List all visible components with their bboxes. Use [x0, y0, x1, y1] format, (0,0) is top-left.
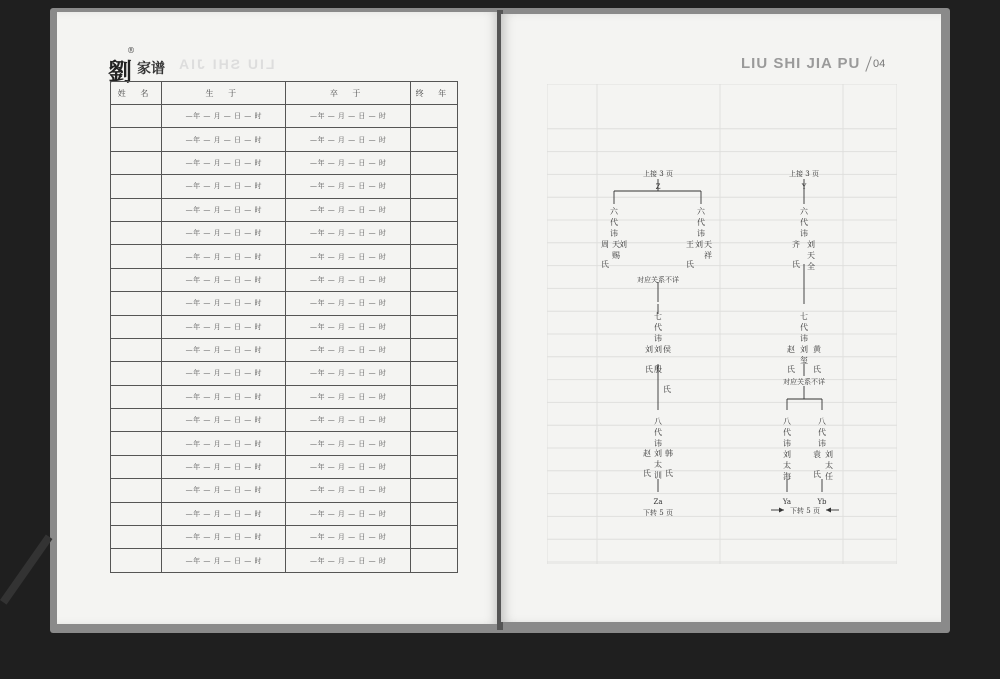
- death-cell: [286, 268, 410, 291]
- svg-text:七: 七: [800, 312, 808, 321]
- name-cell: [111, 315, 162, 338]
- date-template: —年 — 月 — 日 — 时: [309, 299, 387, 308]
- svg-text:刘: 刘: [807, 240, 815, 249]
- svg-text:代: 代: [800, 323, 808, 332]
- table-row: [111, 175, 458, 198]
- age-cell: [410, 479, 457, 502]
- svg-text:氏: 氏: [787, 365, 795, 374]
- date-template: —年 — 月 — 日 — 时: [309, 112, 387, 121]
- svg-text:训: 训: [654, 471, 662, 480]
- birth-cell: [162, 315, 286, 338]
- date-template: —年 — 月 — 日 — 时: [185, 135, 262, 144]
- gen8-left-label-right: [783, 417, 791, 448]
- svg-text:太: 太: [825, 461, 833, 470]
- svg-text:代: 代: [783, 428, 791, 437]
- date-template: —年 — 月 — 日 — 时: [309, 533, 387, 542]
- top-ref-left: 上接 3 页: [643, 170, 673, 178]
- gen6-name-right: [807, 239, 815, 271]
- death-cell: [286, 502, 410, 525]
- date-template: —年 — 月 — 日 — 时: [185, 229, 262, 238]
- registered-mark: ®: [127, 46, 135, 55]
- date-template: —年 — 月 — 日 — 时: [309, 182, 387, 191]
- gen7-left-spouse-b: [654, 364, 662, 374]
- date-template: —年 — 月 — 日 — 时: [185, 463, 262, 472]
- birth-cell: [162, 502, 286, 525]
- svg-text:赵: 赵: [643, 449, 651, 458]
- svg-text:氏: 氏: [813, 470, 821, 479]
- date-template: —年 — 月 — 日 — 时: [309, 229, 387, 238]
- root-z: Z: [655, 183, 661, 191]
- name-cell: [111, 221, 162, 244]
- gen6-left-label: [610, 206, 619, 238]
- svg-text:讳: 讳: [697, 229, 705, 238]
- gen8-left-spouse-a: [643, 448, 651, 478]
- gen6-right-surname: [695, 239, 703, 249]
- svg-text:刘: 刘: [654, 345, 662, 354]
- table-row: [111, 128, 458, 151]
- table-row: [111, 502, 458, 525]
- svg-text:讳: 讳: [800, 334, 808, 343]
- svg-text:殷: 殷: [654, 365, 662, 374]
- svg-text:天: 天: [704, 240, 712, 249]
- death-cell: [286, 338, 410, 361]
- date-template: —年 — 月 — 日 — 时: [185, 205, 262, 214]
- death-cell: [286, 198, 410, 221]
- date-template: —年 — 月 — 日 — 时: [185, 112, 262, 121]
- svg-text:任: 任: [825, 472, 833, 481]
- gen7-label-right: [800, 311, 808, 343]
- svg-text:代: 代: [654, 428, 662, 437]
- name-cell: [111, 292, 162, 315]
- leaf-ya: Ya: [782, 498, 792, 506]
- death-cell: [286, 245, 410, 268]
- svg-text:氏: 氏: [643, 469, 651, 478]
- death-cell: [286, 455, 410, 478]
- left-page: [57, 12, 499, 624]
- death-cell: [286, 549, 410, 572]
- death-cell: [286, 175, 410, 198]
- svg-text:袁: 袁: [813, 450, 821, 459]
- svg-text:天: 天: [612, 240, 620, 249]
- date-template: —年 — 月 — 日 — 时: [185, 299, 262, 308]
- birth-cell: [162, 549, 286, 572]
- brand-title: 家谱: [137, 61, 165, 77]
- date-template: —年 — 月 — 日 — 时: [309, 205, 387, 214]
- birth-cell: [162, 455, 286, 478]
- gen7-left-spouse-a: [663, 345, 671, 394]
- date-template: —年 — 月 — 日 — 时: [309, 486, 387, 495]
- date-template: —年 — 月 — 日 — 时: [309, 556, 387, 565]
- table-row: [111, 151, 458, 174]
- svg-text:齐: 齐: [792, 240, 800, 249]
- age-cell: [410, 409, 457, 432]
- bottom-ref-left: 下转 5 页: [643, 509, 673, 517]
- birth-cell: [162, 362, 286, 385]
- table-row: [111, 549, 458, 572]
- age-cell: [410, 245, 457, 268]
- gen6-left-spouse: [601, 240, 609, 269]
- svg-text:八: 八: [818, 417, 826, 426]
- birth-cell: [162, 151, 286, 174]
- age-cell: [410, 292, 457, 315]
- date-template: —年 — 月 — 日 — 时: [185, 486, 262, 495]
- age-cell: [410, 151, 457, 174]
- svg-text:氏: 氏: [665, 469, 673, 478]
- svg-text:六: 六: [610, 207, 618, 216]
- gen8-right-spouse: [813, 449, 821, 479]
- date-template: —年 — 月 — 日 — 时: [185, 275, 262, 284]
- date-template: —年 — 月 — 日 — 时: [309, 439, 387, 448]
- page-number: 04: [873, 58, 886, 70]
- birth-cell: [162, 338, 286, 361]
- family-tree: [501, 14, 941, 622]
- svg-text:周: 周: [601, 240, 609, 249]
- date-template: —年 — 月 — 日 — 时: [185, 439, 262, 448]
- page-title: LIU SHI JIA PU: [741, 55, 861, 72]
- svg-text:讳: 讳: [654, 439, 662, 448]
- age-cell: [410, 549, 457, 572]
- name-cell: [111, 105, 162, 128]
- death-cell: [286, 479, 410, 502]
- svg-text:氏: 氏: [686, 260, 694, 269]
- gen6-right-label: [697, 206, 706, 238]
- table-row: [111, 198, 458, 221]
- bookmark-ribbon: [0, 534, 52, 604]
- bleed-through-text: LIU SHI JIA: [177, 56, 275, 72]
- table-row: [111, 221, 458, 244]
- age-cell: [410, 526, 457, 549]
- gen7-spouse-right-b: [813, 344, 822, 374]
- svg-text:代: 代: [697, 218, 705, 227]
- gen7-left-spouse-mark: [645, 364, 653, 374]
- death-cell: [286, 409, 410, 432]
- svg-text:刘: 刘: [800, 345, 808, 354]
- age-cell: [410, 105, 457, 128]
- svg-text:太: 太: [783, 461, 791, 470]
- death-cell: [286, 105, 410, 128]
- leaf-yb: Yb: [817, 498, 827, 506]
- header-died: 卒 于: [286, 82, 410, 105]
- death-cell: [286, 315, 410, 338]
- age-cell: [410, 432, 457, 455]
- gen7-name-right: [800, 344, 808, 365]
- name-cell: [111, 455, 162, 478]
- svg-text:侯: 侯: [663, 345, 671, 354]
- age-cell: [410, 198, 457, 221]
- svg-text:天: 天: [807, 251, 815, 260]
- table-row: [111, 268, 458, 291]
- note-right: 对应关系不详: [783, 378, 825, 386]
- svg-text:赵: 赵: [787, 345, 795, 354]
- table-row: [111, 385, 458, 408]
- death-cell: [286, 128, 410, 151]
- name-cell: [111, 479, 162, 502]
- svg-text:代: 代: [818, 428, 826, 437]
- birth-cell: [162, 526, 286, 549]
- birth-cell: [162, 479, 286, 502]
- gen8-right-name-right: [825, 449, 833, 481]
- birth-cell: [162, 198, 286, 221]
- date-template: —年 — 月 — 日 — 时: [309, 275, 387, 284]
- svg-text:韩: 韩: [665, 449, 673, 458]
- gen7-left-name-a: [645, 344, 653, 354]
- svg-text:祥: 祥: [704, 251, 712, 260]
- gen8-left-spouse-b: [665, 448, 673, 478]
- age-cell: [410, 338, 457, 361]
- date-template: —年 — 月 — 日 — 时: [309, 346, 387, 355]
- age-cell: [410, 315, 457, 338]
- svg-text:代: 代: [654, 323, 662, 332]
- age-cell: [410, 268, 457, 291]
- name-cell: [111, 502, 162, 525]
- gen8-left-label: [654, 417, 662, 448]
- name-cell: [111, 268, 162, 291]
- header-born: 生 于: [162, 82, 286, 105]
- death-cell: [286, 151, 410, 174]
- svg-text:氏: 氏: [645, 365, 653, 374]
- age-cell: [410, 385, 457, 408]
- svg-text:刘: 刘: [654, 449, 662, 458]
- death-cell: [286, 221, 410, 244]
- svg-text:黄: 黄: [813, 345, 821, 354]
- name-cell: [111, 432, 162, 455]
- table-row: [111, 526, 458, 549]
- register-table: [110, 81, 458, 573]
- name-cell: [111, 151, 162, 174]
- gen6-spouse-right: [792, 239, 800, 269]
- gen7-left-label: [654, 311, 662, 343]
- date-template: —年 — 月 — 日 — 时: [309, 158, 387, 167]
- svg-text:六: 六: [697, 207, 705, 216]
- date-template: —年 — 月 — 日 — 时: [309, 509, 387, 518]
- birth-cell: [162, 105, 286, 128]
- date-template: —年 — 月 — 日 — 时: [185, 556, 262, 565]
- date-template: —年 — 月 — 日 — 时: [185, 322, 262, 331]
- svg-text:刘: 刘: [645, 345, 653, 354]
- age-cell: [410, 455, 457, 478]
- table-row: [111, 292, 458, 315]
- name-cell: [111, 385, 162, 408]
- date-template: —年 — 月 — 日 — 时: [185, 369, 262, 378]
- name-cell: [111, 245, 162, 268]
- svg-text:王: 王: [686, 240, 694, 249]
- svg-text:氏: 氏: [792, 260, 800, 269]
- birth-cell: [162, 409, 286, 432]
- table-row: [111, 409, 458, 432]
- name-cell: [111, 338, 162, 361]
- birth-cell: [162, 175, 286, 198]
- note-left: 对应关系不详: [637, 276, 679, 284]
- date-template: —年 — 月 — 日 — 时: [309, 252, 387, 261]
- birth-cell: [162, 128, 286, 151]
- date-template: —年 — 月 — 日 — 时: [309, 463, 387, 472]
- date-template: —年 — 月 — 日 — 时: [185, 392, 262, 401]
- date-template: —年 — 月 — 日 — 时: [309, 392, 387, 401]
- date-template: —年 — 月 — 日 — 时: [185, 533, 262, 542]
- svg-text:讳: 讳: [783, 439, 791, 448]
- svg-text:八: 八: [654, 417, 662, 426]
- table-row: [111, 105, 458, 128]
- table-row: [111, 479, 458, 502]
- gen6-left-surname: [619, 239, 627, 249]
- svg-text:刘: 刘: [619, 240, 627, 249]
- table-row: [111, 245, 458, 268]
- date-template: —年 — 月 — 日 — 时: [309, 369, 387, 378]
- top-ref-right: 上接 3 页: [789, 170, 819, 178]
- date-template: —年 — 月 — 日 — 时: [309, 416, 387, 425]
- gen7-spouse-right-a: [787, 344, 795, 374]
- svg-text:氏: 氏: [663, 385, 671, 394]
- svg-text:讳: 讳: [818, 439, 826, 448]
- death-cell: [286, 526, 410, 549]
- birth-cell: [162, 245, 286, 268]
- svg-text:代: 代: [800, 218, 808, 227]
- age-cell: [410, 175, 457, 198]
- svg-text:刘: 刘: [825, 450, 833, 459]
- table-row: [111, 362, 458, 385]
- death-cell: [286, 292, 410, 315]
- gen6-right-name: [704, 240, 712, 260]
- death-cell: [286, 432, 410, 455]
- date-template: —年 — 月 — 日 — 时: [185, 252, 262, 261]
- date-template: —年 — 月 — 日 — 时: [185, 346, 262, 355]
- gen7-left-name-b: [654, 344, 662, 354]
- svg-text:玺: 玺: [800, 356, 808, 365]
- svg-text:刘: 刘: [695, 240, 703, 249]
- date-template: —年 — 月 — 日 — 时: [185, 416, 262, 425]
- name-cell: [111, 362, 162, 385]
- svg-text:海: 海: [783, 472, 791, 481]
- svg-text:赐: 赐: [612, 251, 620, 260]
- svg-text:七: 七: [654, 312, 662, 321]
- svg-text:全: 全: [807, 262, 815, 271]
- header-age: 终 年: [410, 82, 457, 105]
- right-page: [501, 14, 941, 622]
- table-header-row: [111, 82, 458, 105]
- birth-cell: [162, 432, 286, 455]
- death-cell: [286, 362, 410, 385]
- gen8-left-name-right: [783, 449, 791, 481]
- name-cell: [111, 526, 162, 549]
- gen6-right-spouse: [686, 240, 694, 269]
- birth-cell: [162, 268, 286, 291]
- date-template: —年 — 月 — 日 — 时: [185, 158, 262, 167]
- age-cell: [410, 362, 457, 385]
- date-template: —年 — 月 — 日 — 时: [309, 135, 387, 144]
- svg-text:讳: 讳: [800, 229, 808, 238]
- header-name: 姓 名: [111, 82, 162, 105]
- date-template: —年 — 月 — 日 — 时: [185, 182, 262, 191]
- death-cell: [286, 385, 410, 408]
- svg-text:刘: 刘: [783, 450, 791, 459]
- age-cell: [410, 502, 457, 525]
- birth-cell: [162, 385, 286, 408]
- table-row: [111, 315, 458, 338]
- svg-text:太: 太: [654, 460, 662, 469]
- table-row: [111, 432, 458, 455]
- age-cell: [410, 128, 457, 151]
- date-template: —年 — 月 — 日 — 时: [309, 322, 387, 331]
- svg-text:氏: 氏: [601, 260, 609, 269]
- svg-text:六: 六: [800, 207, 808, 216]
- svg-text:氏: 氏: [813, 365, 821, 374]
- name-cell: [111, 175, 162, 198]
- arrow-left-icon: [826, 508, 831, 513]
- age-cell: [410, 221, 457, 244]
- name-cell: [111, 198, 162, 221]
- table-row: [111, 338, 458, 361]
- liu-logo-icon: 劉: [108, 57, 132, 86]
- svg-text:代: 代: [610, 218, 618, 227]
- root-y: Y: [801, 183, 807, 191]
- gen6-label-right: [800, 206, 809, 238]
- birth-cell: [162, 292, 286, 315]
- name-cell: [111, 549, 162, 572]
- svg-text:讳: 讳: [610, 229, 618, 238]
- gen8-right-label-right: [818, 417, 826, 448]
- bottom-ref-right: 下转 5 页: [790, 507, 820, 515]
- leaf-za: Za: [653, 498, 663, 506]
- arrow-right-icon: [779, 508, 784, 513]
- date-template: —年 — 月 — 日 — 时: [185, 509, 262, 518]
- svg-text:八: 八: [783, 417, 791, 426]
- gen8-left-name: [654, 448, 662, 480]
- name-cell: [111, 128, 162, 151]
- svg-text:讳: 讳: [654, 334, 662, 343]
- birth-cell: [162, 221, 286, 244]
- name-cell: [111, 409, 162, 432]
- table-row: [111, 455, 458, 478]
